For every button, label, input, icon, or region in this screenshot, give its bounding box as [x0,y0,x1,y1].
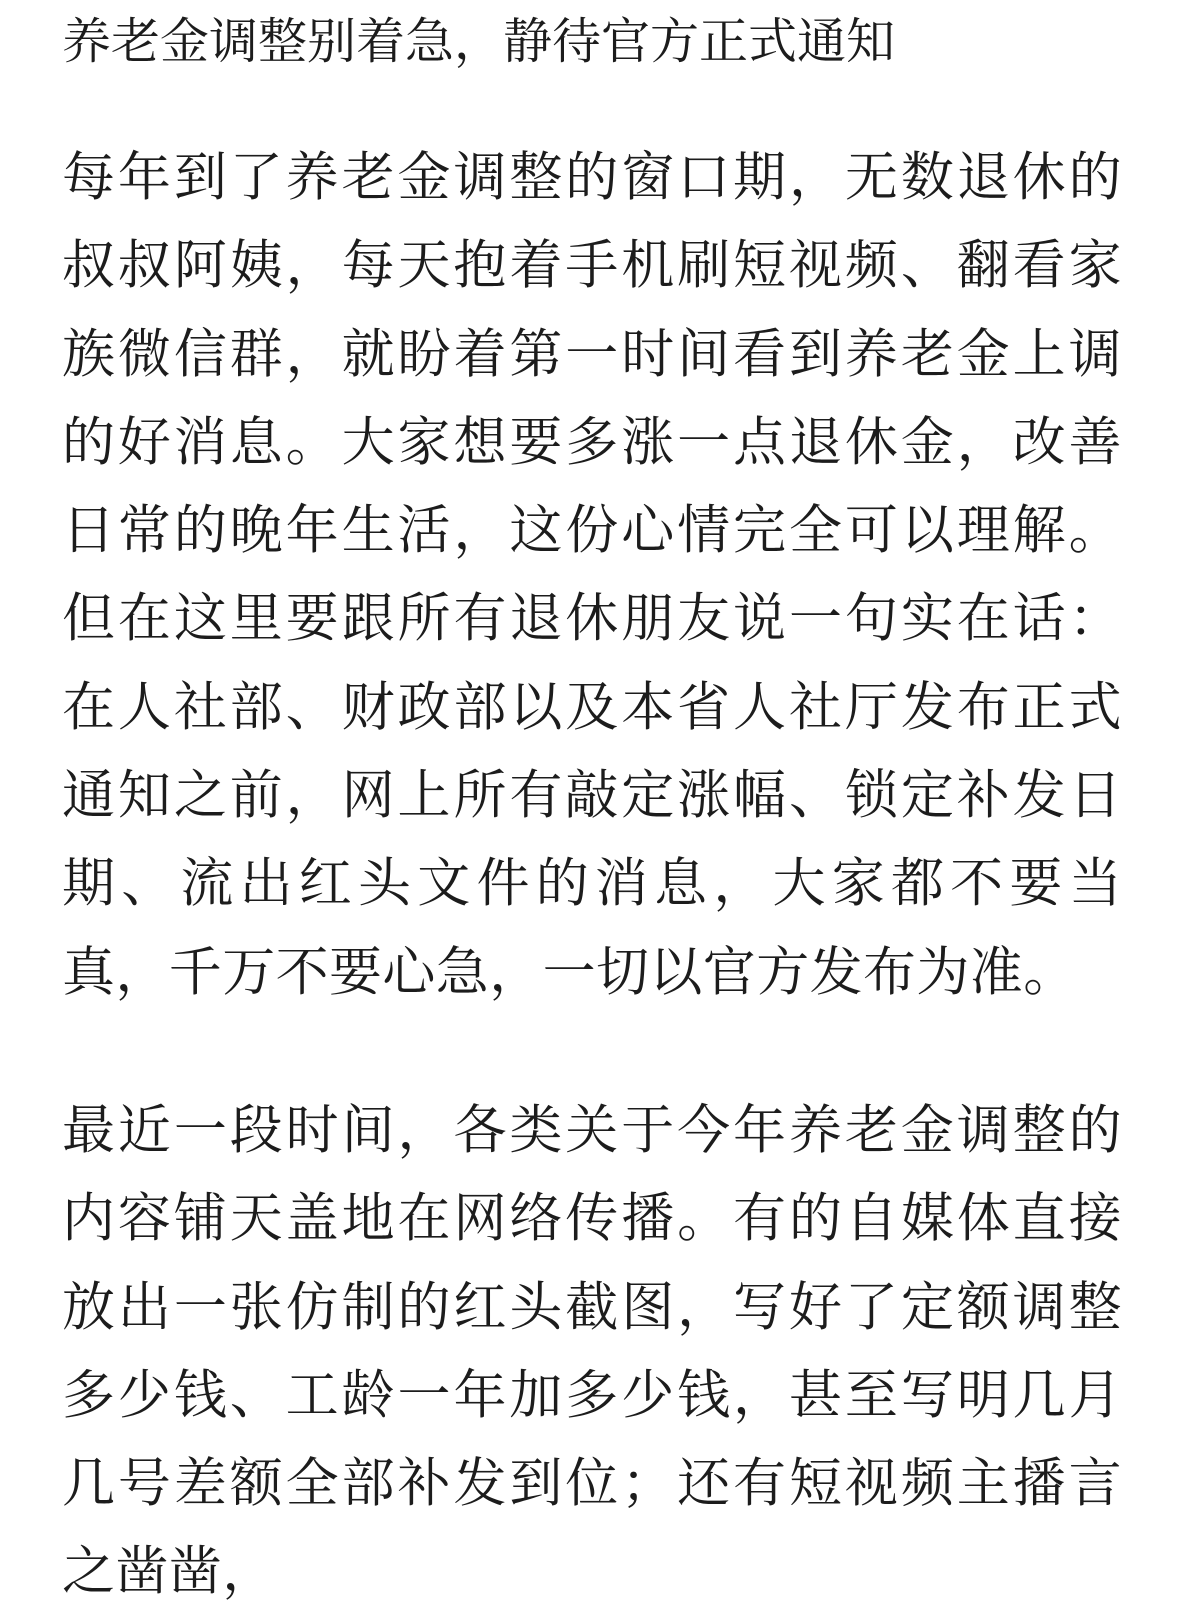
paragraph-2: 最近一段时间，各类关于今年养老金调整的内容铺天盖地在网络传播。有的自媒体直接放出一张仿制的红头截图，写好了定额调整多少钱、工龄一年加多少钱，甚至写明几月几号差额全部补发到位；还有短视频主播言之凿凿， [62,1099,1122,1603]
paragraph-1: 每年到了养老金调整的窗口期，无数退休的叔叔阿姨，每天抱着手机刷短视频、翻看家族微信群，就盼着第一时间看到养老金上调的好消息。大家想要多涨一点退休金，改善日常的晚年生活，这份心情完全可以理解。但在这里要跟所有退休朋友说一句实在话：在人社部、财政部以及本省人社厅发布正式通知之前，网上所有敲定涨幅、锁定补发日期、流出红头文件的消息，大家都不要当真，千万不要心急，一切以官方发布为准。 [62,147,1122,1003]
article-body [62,0,1122,1617]
article-title: 养老金调整别着急，静待官方正式通知 [62,13,896,70]
